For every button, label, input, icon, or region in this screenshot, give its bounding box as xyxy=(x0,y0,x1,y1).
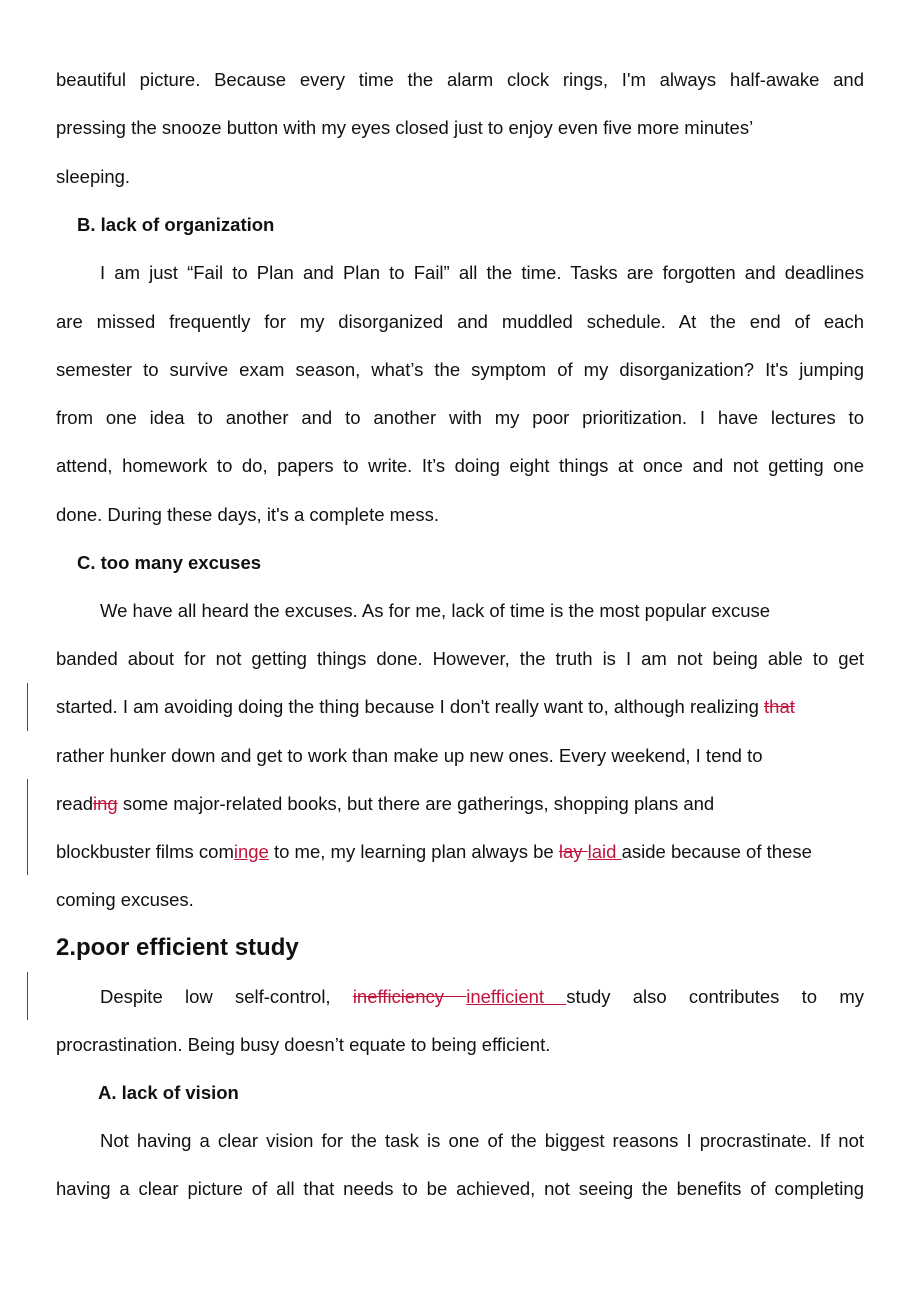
paragraph-line: rather hunker down and get to work than make up new ones. Every weekend, I tend to xyxy=(56,745,763,766)
paragraph-line: procrastination. Being busy doesn’t equate to being efficient. xyxy=(56,1034,551,1055)
paragraph-line: attend, homework to do, papers to write. It’s doing eight things at once and not getting one xyxy=(56,455,864,476)
text-run: aside because of these xyxy=(621,841,812,862)
text-run: to me, my learning plan always be xyxy=(268,841,559,862)
inserted-text: inefficient xyxy=(466,986,567,1007)
paragraph-line: from one idea to another and to another with my poor prioritization. I have lectures to xyxy=(56,407,864,428)
paragraph-line: beautiful picture. Because every time the alarm clock rings, I'm always half-awake and xyxy=(56,69,864,90)
section-heading-a: A. lack of vision xyxy=(98,1082,239,1103)
text-run: Despite low self-control, xyxy=(100,986,353,1007)
paragraph-line xyxy=(56,695,864,719)
paragraph-line: Not having a clear vision for the task is one of the biggest reasons I procrastinate. If not xyxy=(100,1130,864,1151)
text-run: started. I am avoiding doing the thing because I don't really want to, although realizing xyxy=(56,696,765,717)
deleted-text: ing xyxy=(93,793,118,814)
paragraph-line: banded about for not getting things done. However, the truth is I am not being able to get xyxy=(56,648,864,669)
text-run: read xyxy=(56,793,94,814)
section-heading-c: C. too many excuses xyxy=(77,552,262,573)
text-run: blockbuster films com xyxy=(56,841,234,862)
paragraph-line: I am just “Fail to Plan and Plan to Fail” all the time. Tasks are forgotten and deadlines xyxy=(100,262,864,283)
revision-change-bar xyxy=(27,972,28,1020)
paragraph-line: sleeping. xyxy=(56,166,131,187)
paragraph-line: pressing the snooze button with my eyes closed just to enjoy even five more minutes’ xyxy=(56,117,754,138)
inserted-text: inge xyxy=(233,841,269,862)
paragraph-line: having a clear picture of all that needs to be achieved, not seeing the benefits of completing xyxy=(56,1178,864,1199)
deleted-text: lay xyxy=(558,841,588,862)
paragraph-line xyxy=(56,985,864,1009)
paragraph-line: We have all heard the excuses. As for me, lack of time is the most popular excuse xyxy=(100,600,771,621)
deleted-text: that xyxy=(764,696,795,717)
paragraph-line: semester to survive exam season, what’s the symptom of my disorganization? It's jumping xyxy=(56,359,864,380)
deleted-text: inefficiency xyxy=(352,986,467,1007)
inserted-text: laid xyxy=(587,841,622,862)
paragraph-line: are missed frequently for my disorganized and muddled schedule. At the end of each xyxy=(56,311,864,332)
revision-change-bar xyxy=(27,683,28,731)
text-run: some major-related books, but there are gatherings, shopping plans and xyxy=(117,793,715,814)
paragraph-line xyxy=(56,792,864,816)
paragraph-line: coming excuses. xyxy=(56,889,194,910)
revision-change-bar xyxy=(27,779,28,875)
text-run: study also contributes to my xyxy=(566,986,864,1007)
section-heading-2: 2.poor efficient study xyxy=(56,934,299,961)
paragraph-line xyxy=(56,840,864,864)
section-heading-b: B. lack of organization xyxy=(77,214,275,235)
paragraph-line: done. During these days, it's a complete mess. xyxy=(56,504,439,525)
